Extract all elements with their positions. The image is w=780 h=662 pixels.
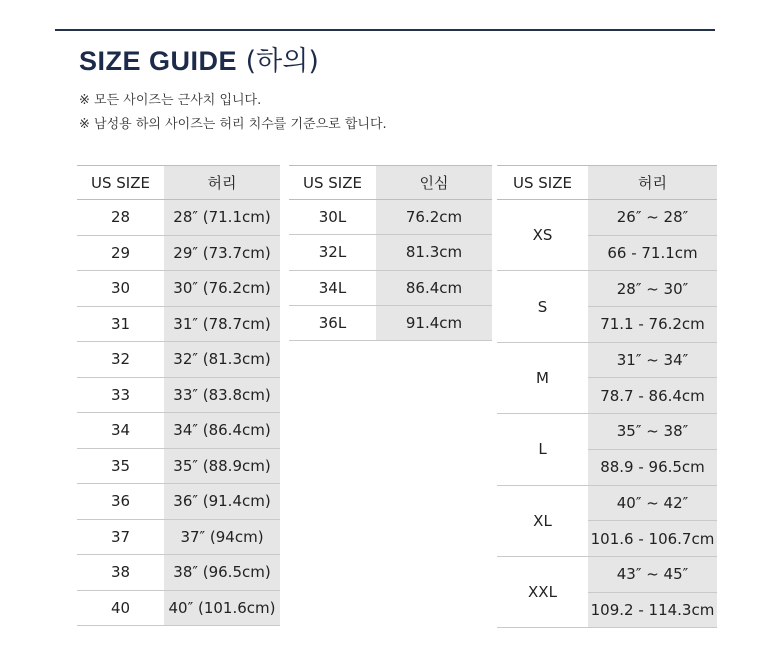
table-header-row: [77, 166, 280, 200]
table-row: [77, 519, 280, 555]
table-header-row: [497, 166, 717, 200]
table-row: [497, 271, 717, 307]
header-us-size: US SIZE: [497, 166, 588, 200]
table-row: [77, 448, 280, 484]
inseam-cell: 86.4cm: [376, 270, 492, 305]
note-waist-basis: ※ 남성용 하의 사이즈는 허리 치수를 기준으로 합니다.: [79, 117, 387, 132]
waist-cell: 28″ (71.1cm): [164, 200, 280, 236]
table-row: [77, 590, 280, 626]
waist-cell: 29″ (73.7cm): [164, 235, 280, 271]
waist-inches-cell: 28″ ~ 30″: [588, 271, 717, 307]
waist-inches-cell: 35″ ~ 38″: [588, 414, 717, 450]
waist-cell: 35″ (88.9cm): [164, 448, 280, 484]
header-waist: 허리: [588, 166, 717, 200]
waist-cm-cell: 66 - 71.1cm: [588, 235, 717, 271]
us-size-cell: 29: [77, 235, 164, 271]
table-row: [77, 306, 280, 342]
waist-inches-cell: 40″ ~ 42″: [588, 485, 717, 521]
table-row: [77, 377, 280, 413]
table-row: [497, 342, 717, 378]
us-size-cell: 31: [77, 306, 164, 342]
us-size-cell: 36L: [289, 305, 376, 340]
waist-cm-cell: 88.9 - 96.5cm: [588, 449, 717, 485]
header-us-size: US SIZE: [289, 166, 376, 200]
waist-cell: 33″ (83.8cm): [164, 377, 280, 413]
table-row: [289, 235, 492, 270]
table-row: [77, 200, 280, 236]
header-inseam: 인심: [376, 166, 492, 200]
letter-size-table: [497, 165, 717, 628]
us-size-cell: 35: [77, 448, 164, 484]
us-size-cell: 32: [77, 342, 164, 378]
waist-cm-cell: 101.6 - 106.7cm: [588, 521, 717, 557]
inseam-cell: 76.2cm: [376, 200, 492, 235]
us-size-cell: 36: [77, 484, 164, 520]
waist-cm-cell: 109.2 - 114.3cm: [588, 592, 717, 628]
table-row: [77, 555, 280, 591]
waist-cell: 34″ (86.4cm): [164, 413, 280, 449]
table-row: [289, 305, 492, 340]
us-size-cell: 28: [77, 200, 164, 236]
table-row: [77, 413, 280, 449]
table-row: [289, 270, 492, 305]
waist-cell: 40″ (101.6cm): [164, 590, 280, 626]
us-size-cell: 32L: [289, 235, 376, 270]
table-row: [289, 200, 492, 235]
letter-size-cell: XXL: [497, 556, 588, 627]
table-header-row: [289, 166, 492, 200]
us-size-cell: 34: [77, 413, 164, 449]
top-rule: [55, 29, 715, 31]
inseam-cell: 91.4cm: [376, 305, 492, 340]
letter-size-cell: S: [497, 271, 588, 342]
header-us-size: US SIZE: [77, 166, 164, 200]
waist-cm-cell: 78.7 - 86.4cm: [588, 378, 717, 414]
waist-cm-cell: 71.1 - 76.2cm: [588, 307, 717, 343]
us-size-cell: 30: [77, 271, 164, 307]
table-row: [77, 271, 280, 307]
us-size-cell: 40: [77, 590, 164, 626]
waist-size-table: [77, 165, 280, 626]
inseam-table: [289, 165, 492, 341]
us-size-cell: 34L: [289, 270, 376, 305]
title-korean: (하의): [245, 46, 319, 77]
table-row: [497, 200, 717, 236]
inseam-cell: 81.3cm: [376, 235, 492, 270]
letter-size-cell: XL: [497, 485, 588, 556]
waist-cell: 32″ (81.3cm): [164, 342, 280, 378]
letter-size-cell: M: [497, 342, 588, 413]
waist-inches-cell: 26″ ~ 28″: [588, 200, 717, 236]
waist-cell: 37″ (94cm): [164, 519, 280, 555]
waist-cell: 38″ (96.5cm): [164, 555, 280, 591]
table-row: [77, 235, 280, 271]
us-size-cell: 37: [77, 519, 164, 555]
table-row: [497, 556, 717, 592]
waist-cell: 36″ (91.4cm): [164, 484, 280, 520]
us-size-cell: 33: [77, 377, 164, 413]
letter-size-cell: XS: [497, 200, 588, 271]
letter-size-cell: L: [497, 414, 588, 485]
table-row: [497, 414, 717, 450]
table-row: [77, 484, 280, 520]
waist-inches-cell: 31″ ~ 34″: [588, 342, 717, 378]
us-size-cell: 30L: [289, 200, 376, 235]
waist-cell: 31″ (78.7cm): [164, 306, 280, 342]
us-size-cell: 38: [77, 555, 164, 591]
table-row: [77, 342, 280, 378]
table-row: [497, 485, 717, 521]
page-title: [79, 39, 319, 78]
waist-inches-cell: 43″ ~ 45″: [588, 556, 717, 592]
title-english: SIZE GUIDE: [79, 46, 238, 76]
note-approximate: ※ 모든 사이즈는 근사치 입니다.: [79, 93, 262, 108]
waist-cell: 30″ (76.2cm): [164, 271, 280, 307]
header-waist: 허리: [164, 166, 280, 200]
